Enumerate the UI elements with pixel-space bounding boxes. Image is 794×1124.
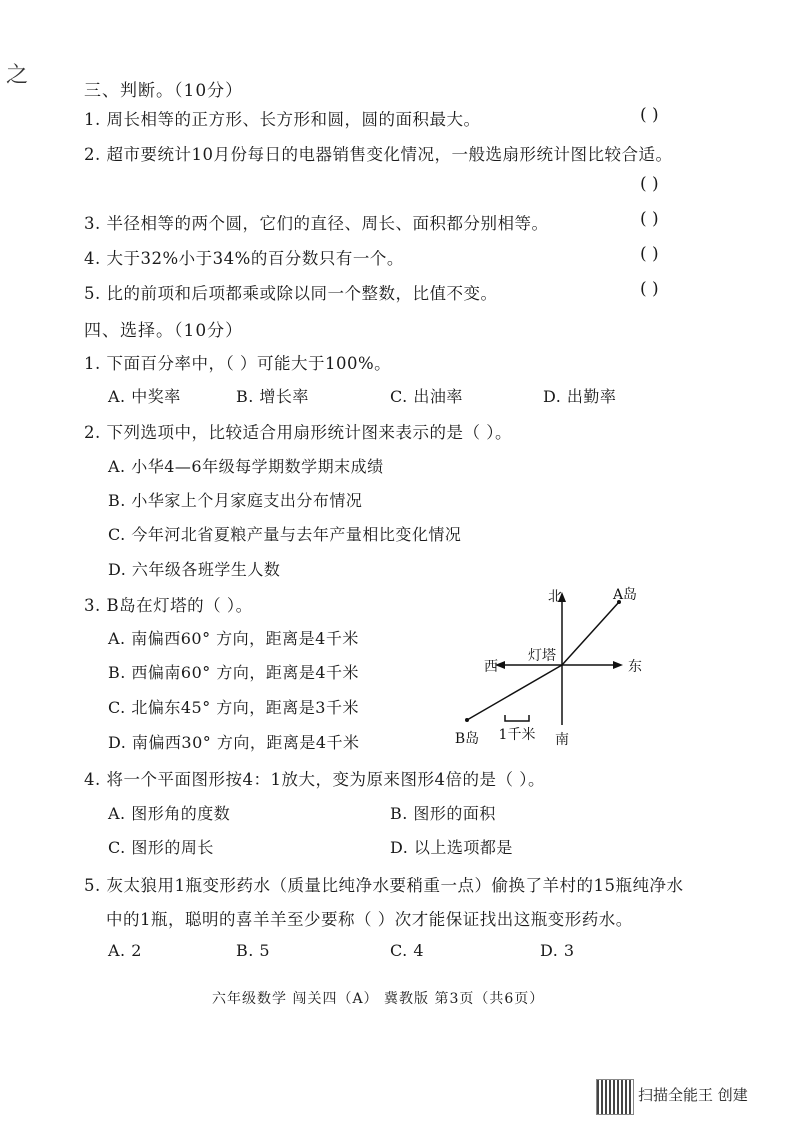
lighthouse-label: 灯塔 [528, 648, 556, 664]
q5-option-a[interactable]: A. 2 [108, 941, 142, 960]
lighthouse-direction-diagram [445, 580, 655, 755]
q1-option-d[interactable]: D. 出勤率 [543, 387, 617, 406]
choice-question-2: 2. 下列选项中，比较适合用扇形统计图来表示的是（ ）。 [84, 423, 512, 442]
scale-label: 1千米 [498, 727, 536, 743]
b-island-label: B岛 [454, 731, 480, 747]
q4-option-a[interactable]: A. 图形角的度数 [108, 804, 231, 823]
q3-option-b[interactable]: B. 西偏南60° 方向，距离是4千米 [108, 663, 360, 682]
ray-to-b-island [467, 665, 562, 720]
q2-option-d[interactable]: D. 六年级各班学生人数 [108, 560, 281, 579]
judge-answer-4[interactable]: ( ) [640, 244, 659, 264]
q5-option-c[interactable]: C. 4 [390, 941, 425, 960]
ray-to-a-island [562, 602, 619, 665]
judge-item-4: 4. 大于32%小于34%的百分数只有一个。 [84, 249, 404, 268]
scale-bar [505, 715, 529, 721]
page-footer: 六年级数学 闯关四（A） 冀教版 第3页（共6页） [212, 991, 545, 1007]
corner-handwritten-mark: 之 [6, 63, 29, 88]
q4-option-c[interactable]: C. 图形的周长 [108, 838, 214, 857]
q5-option-d[interactable]: D. 3 [540, 941, 575, 960]
q1-option-b[interactable]: B. 增长率 [236, 387, 309, 406]
q4-option-d[interactable]: D. 以上选项都是 [390, 838, 513, 857]
east-arrow-icon [613, 661, 623, 669]
q1-option-c[interactable]: C. 出油率 [390, 387, 463, 406]
choice-question-3: 3. B岛在灯塔的（ ）。 [84, 596, 253, 615]
qr-code-icon [596, 1079, 634, 1115]
judge-answer-1[interactable]: ( ) [640, 105, 659, 125]
west-label: 西 [484, 659, 498, 675]
choice-question-4: 4. 将一个平面图形按4：1放大，变为原来图形4倍的是（ ）。 [84, 770, 545, 789]
judge-item-3: 3. 半径相等的两个圆，它们的直径、周长、面积都分别相等。 [84, 214, 549, 233]
q3-option-c[interactable]: C. 北偏东45° 方向，距离是3千米 [108, 698, 359, 717]
judge-answer-2[interactable]: ( ) [640, 174, 659, 194]
judge-item-5: 5. 比的前项和后项都乘或除以同一个整数，比值不变。 [84, 284, 498, 303]
q3-option-a[interactable]: A. 南偏西60° 方向，距离是4千米 [108, 629, 359, 648]
judge-answer-3[interactable]: ( ) [640, 209, 659, 229]
choice-question-1: 1. 下面百分率中，（ ）可能大于100%。 [84, 354, 392, 373]
south-label: 南 [555, 732, 569, 748]
north-label: 北 [548, 589, 562, 605]
q1-option-a[interactable]: A. 中奖率 [108, 387, 181, 406]
judge-item-2: 2. 超市要统计10月份每日的电器销售变化情况，一般选扇形统计图比较合适。 [84, 145, 673, 164]
section3-title: 三、判断。（10分） [84, 81, 244, 101]
a-island-label: A岛 [612, 587, 638, 603]
east-label: 东 [628, 659, 642, 675]
judge-item-1: 1. 周长相等的正方形、长方形和圆，圆的面积最大。 [84, 110, 481, 129]
choice-question-5-line2: 中的1瓶，聪明的喜羊羊至少要称（ ）次才能保证找出这瓶变形药水。 [106, 910, 633, 929]
choice-question-5-line1: 5. 灰太狼用1瓶变形药水（质量比纯净水要稍重一点）偷换了羊村的15瓶纯净水 [84, 876, 684, 895]
judge-answer-5[interactable]: ( ) [640, 279, 659, 299]
scanner-watermark: 扫描全能王 创建 [638, 1086, 748, 1104]
section4-title: 四、选择。（10分） [84, 321, 244, 341]
b-island-point [465, 718, 469, 722]
q2-option-b[interactable]: B. 小华家上个月家庭支出分布情况 [108, 491, 363, 510]
q5-option-b[interactable]: B. 5 [236, 941, 271, 960]
q3-option-d[interactable]: D. 南偏西30° 方向，距离是4千米 [108, 733, 360, 752]
q2-option-c[interactable]: C. 今年河北省夏粮产量与去年产量相比变化情况 [108, 525, 462, 544]
q4-option-b[interactable]: B. 图形的面积 [390, 804, 496, 823]
q2-option-a[interactable]: A. 小华4—6年级每学期数学期末成绩 [108, 457, 384, 476]
